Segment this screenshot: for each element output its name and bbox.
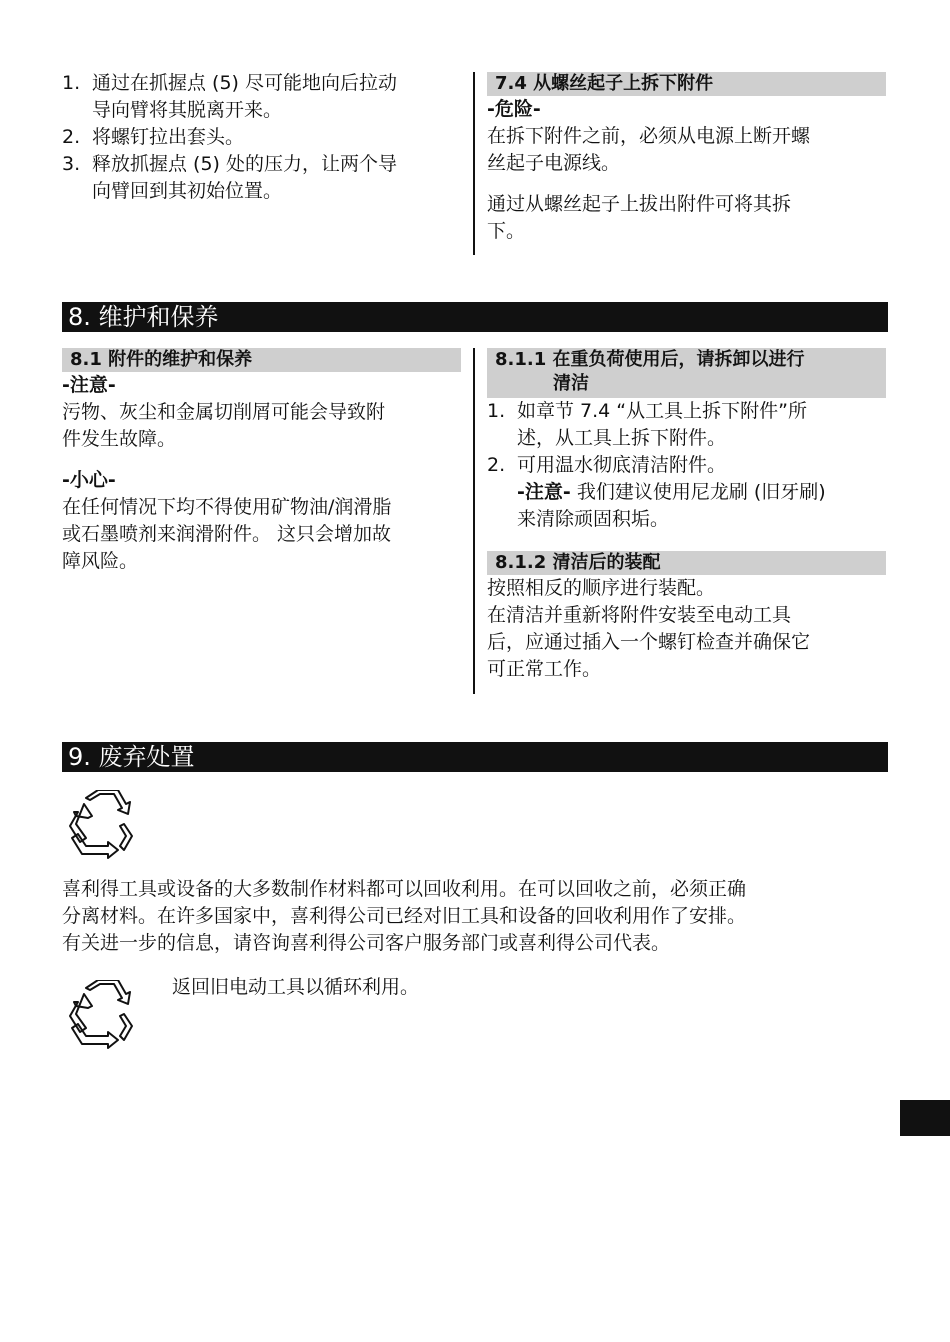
- top-left-steps: [62, 70, 462, 205]
- step-text: 导向臂将其脱离开来。: [92, 99, 283, 121]
- step-number: 1.: [62, 72, 81, 94]
- danger-label: -危险-: [487, 98, 541, 120]
- step-text: 来清除顽固积垢。: [517, 508, 670, 530]
- body-text: 在清洁并重新将附件安装至电动工具: [487, 604, 792, 626]
- recycle-icon: [62, 980, 142, 1050]
- body-text: 下。: [487, 220, 526, 242]
- list-item: [487, 452, 886, 533]
- step-text: 如章节 7.4 “从工具上拆下附件”所: [517, 400, 807, 422]
- note-text: 污物、灰尘和金属切削屑可能会导致附: [62, 401, 386, 423]
- heading-line: 8.1.1 在重负荷使用后，请拆卸以进行: [495, 349, 805, 370]
- note-text: 我们建议使用尼龙刷 (旧牙刷): [570, 481, 826, 503]
- body-text: 分离材料。在许多国家中，喜利得公司已经对旧工具和设备的回收利用作了安排。: [62, 905, 747, 927]
- caution-label: -小心-: [62, 469, 116, 491]
- caution-text: 在任何情况下均不得使用矿物油/润滑脂: [62, 496, 392, 518]
- section-8-1: [62, 348, 461, 575]
- column-divider: [473, 348, 475, 694]
- section-7-4: [487, 72, 886, 245]
- list-item: [62, 70, 462, 124]
- section-8-1-1: [487, 348, 886, 683]
- subsection-heading: 8.1.2 清洁后的装配: [487, 551, 886, 575]
- danger-text: 在拆下附件之前，必须从电源上断开螺: [487, 125, 811, 147]
- caution-text: 或石墨喷剂来润滑附件。 这只会增加故: [62, 523, 392, 545]
- steps-list: [487, 398, 886, 533]
- heading-line: 清洁: [553, 373, 589, 394]
- body-text: 可正常工作。: [487, 658, 602, 680]
- step-number: 2.: [487, 454, 506, 476]
- step-number: 2.: [62, 126, 81, 148]
- recycle-icon: [62, 790, 142, 860]
- step-number: 3.: [62, 153, 81, 175]
- body-text: 喜利得工具或设备的大多数制作材料都可以回收利用。在可以回收之前，必须正确: [62, 878, 747, 900]
- body-text: 通过从螺丝起子上拔出附件可将其拆: [487, 193, 792, 215]
- steps-list: [62, 70, 462, 205]
- danger-text: 丝起子电源线。: [487, 152, 621, 174]
- body-text: 有关进一步的信息，请咨询喜利得公司客户服务部门或喜利得公司代表。: [62, 932, 671, 954]
- subsection-heading: 7.4 从螺丝起子上拆下附件: [487, 72, 886, 96]
- step-text: 向臂回到其初始位置。: [92, 180, 283, 202]
- body-text: 按照相反的顺序进行装配。: [487, 577, 716, 599]
- section-8-title: 8. 维护和保养: [62, 302, 888, 332]
- subsection-heading: [487, 348, 886, 398]
- column-divider: [473, 72, 475, 255]
- note-label: -注意-: [517, 481, 571, 503]
- step-text: 释放抓握点 (5) 处的压力，让两个导: [92, 153, 397, 175]
- note-text: 件发生故障。: [62, 428, 177, 450]
- caution-text: 障风险。: [62, 550, 139, 572]
- return-text: 返回旧电动工具以循环利用。: [172, 976, 420, 998]
- body-text: 后，应通过插入一个螺钉检查并确保它: [487, 631, 811, 653]
- disposal-paragraph: [62, 876, 888, 957]
- step-note: [517, 479, 886, 506]
- section-9-title: 9. 废弃处置: [62, 742, 888, 772]
- step-text: 可用温水彻底清洁附件。: [517, 454, 727, 476]
- step-text: 通过在抓握点 (5) 尽可能地向后拉动: [92, 72, 397, 94]
- note-label: -注意-: [62, 374, 116, 396]
- list-item: [62, 124, 462, 151]
- list-item: [487, 398, 886, 452]
- step-number: 1.: [487, 400, 506, 422]
- list-item: [62, 151, 462, 205]
- page-tab-marker: [900, 1100, 950, 1136]
- subsection-heading: 8.1 附件的维护和保养: [62, 348, 461, 372]
- step-text: 将螺钉拉出套头。: [92, 126, 245, 148]
- step-text: 述，从工具上拆下附件。: [517, 427, 727, 449]
